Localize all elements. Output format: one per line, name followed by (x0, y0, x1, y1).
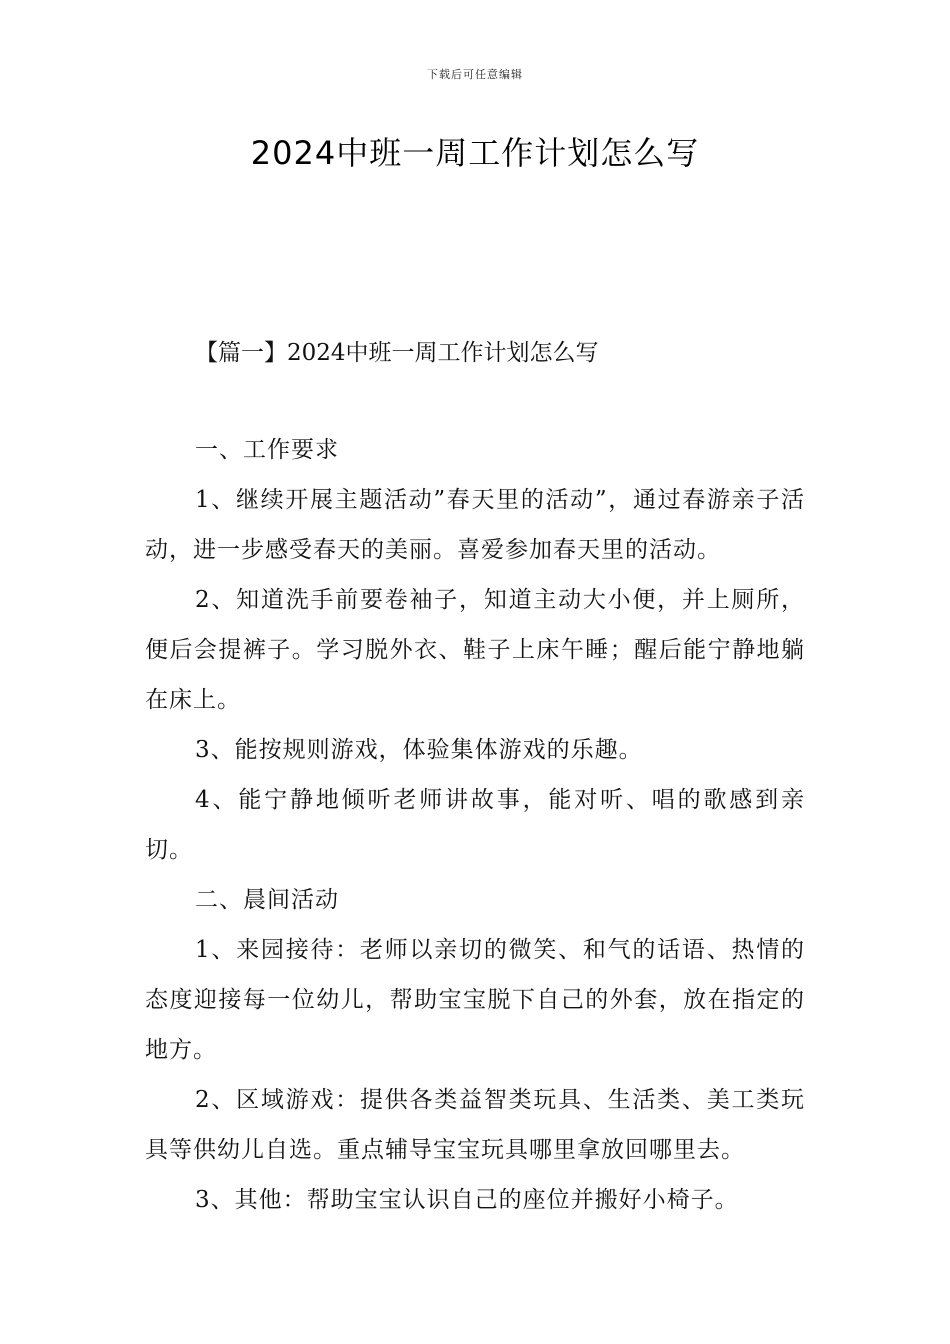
paragraph: 1、来园接待：老师以亲切的微笑、和气的话语、热情的态度迎接每一位幼儿，帮助宝宝脱下自己的外套，放在指定的地方。 (145, 937, 805, 1063)
paragraph: 2、知道洗手前要卷袖子，知道主动大小便，并上厕所，便后会提裤子。学习脱外衣、鞋子上床午睡；醒后能宁静地躺在床上。 (145, 587, 805, 713)
header-note: 下载后可任意编辑 (427, 68, 523, 81)
body-text (145, 425, 805, 1225)
paragraph: 4、能宁静地倾听老师讲故事，能对听、唱的歌感到亲切。 (145, 787, 805, 863)
section-heading: 【篇一】2024中班一周工作计划怎么写 (195, 340, 599, 366)
paragraph: 二、晨间活动 (195, 887, 339, 913)
paragraph: 3、能按规则游戏，体验集体游戏的乐趣。 (195, 737, 643, 763)
document-title: 2024中班一周工作计划怎么写 (250, 134, 700, 172)
paragraph: 一、工作要求 (195, 437, 339, 463)
paragraph: 3、其他：帮助宝宝认识自己的座位并搬好小椅子。 (195, 1187, 739, 1213)
paragraph: 1、继续开展主题活动”春天里的活动”，通过春游亲子活动，进一步感受春天的美丽。喜爱参加春天里的活动。 (145, 487, 805, 563)
paragraph: 2、区域游戏：提供各类益智类玩具、生活类、美工类玩具等供幼儿自选。重点辅导宝宝玩具哪里拿放回哪里去。 (145, 1087, 805, 1163)
